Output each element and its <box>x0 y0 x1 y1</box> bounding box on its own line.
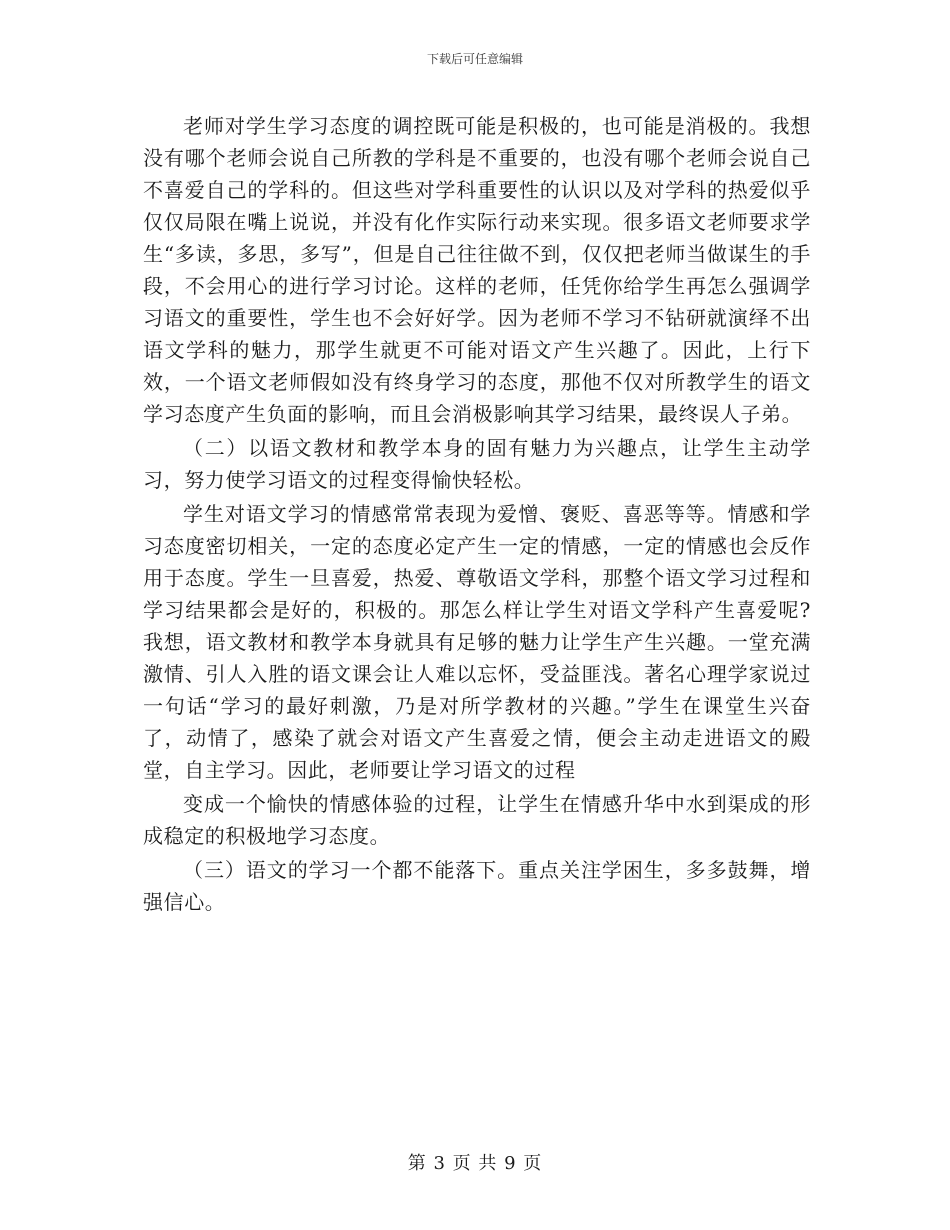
paragraph-student-emotion: 学生对语文学习的情感常常表现为爱憎、褒贬、喜恶等等。情感和学习态度密切相关，一定的态度必定产生一定的情感，一定的情感也会反作用于态度。学生一旦喜爱，热爱、尊敬语文学科，那整个语文学习过程和学习结果都会是好的，积极的。那怎么样让学生对语文学科产生喜爱呢?我想，语文教材和教学本身就具有足够的魅力让学生产生兴趣。一堂充满激情、引人入胜的语文课会让人难以忘怀，受益匪浅。著名心理学家说过一句话“学习的最好刺激，乃是对所学教材的兴趣。”学生在课堂生兴奋了，动情了，感染了就会对语文产生喜爱之情，便会主动走进语文的殿堂，自主学习。因此，老师要让学习语文的过程 <box>143 502 811 782</box>
paragraph-section-two-heading: （二）以语文教材和教学本身的固有魅力为兴趣点，让学生主动学习，努力使学习语文的过程变得愉快轻松。 <box>143 436 811 492</box>
document-body <box>143 110 811 918</box>
paragraph-section-three-heading: （三）语文的学习一个都不能落下。重点关注学困生，多多鼓舞，增强信心。 <box>143 858 811 914</box>
page-number: 第 3 页 共 9 页 <box>407 1153 543 1174</box>
paragraph-emotional-experience: 变成一个愉快的情感体验的过程，让学生在情感升华中水到渠成的形成稳定的积极地学习态度。 <box>143 792 811 848</box>
header-note: 下载后可任意编辑 <box>426 52 523 66</box>
paragraph-teacher-attitude: 老师对学生学习态度的调控既可能是积极的，也可能是消极的。我想没有哪个老师会说自己所教的学科是不重要的，也没有哪个老师会说自己不喜爱自己的学科的。但这些对学科重要性的认识以及对学科的热爱似乎仅仅局限在嘴上说说，并没有化作实际行动来实现。很多语文老师要求学生“多读，多思，多写”，但是自己往往做不到，仅仅把老师当做谋生的手段，不会用心的进行学习讨论。这样的老师，任凭你给学生再怎么强调学习语文的重要性，学生也不会好好学。因为老师不学习不钻研就演绎不出语文学科的魅力，那学生就更不可能对语文产生兴趣了。因此，上行下效，一个语文老师假如没有终身学习的态度，那他不仅对所教学生的语文学习态度产生负面的影响，而且会消极影响其学习结果，最终误人子弟。 <box>143 114 811 426</box>
